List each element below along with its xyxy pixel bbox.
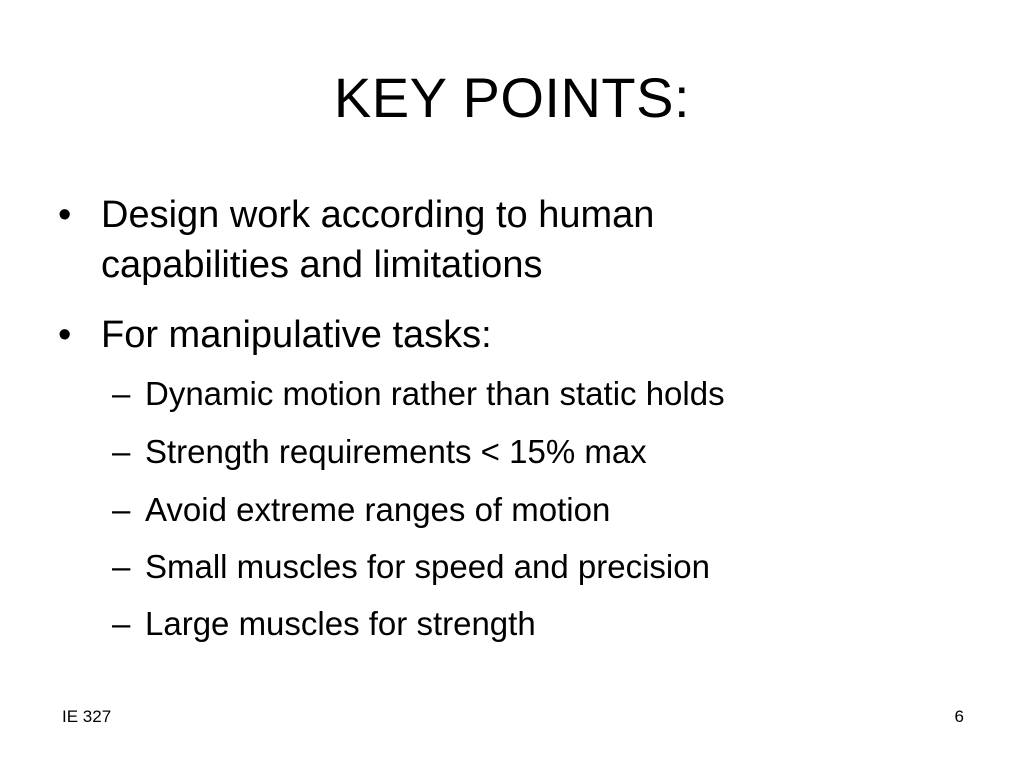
bullet-marker: • [58,194,72,236]
slide-title: KEY POINTS: [333,66,691,129]
footer-course-label: IE 327 [62,707,112,726]
sub-bullet-text: Large muscles for strength [145,605,536,642]
bullet-text: For manipulative tasks: [101,314,492,356]
footer-page-number: 6 [954,707,964,726]
sub-bullet-item-3 [112,488,610,532]
sub-bullet-marker: – [112,491,131,528]
bullet-text: Design work according to human capabilities and limitations [101,194,655,286]
sub-bullet-marker: – [112,548,131,585]
sub-bullet-marker: – [112,433,131,470]
sub-bullet-marker: – [112,375,131,412]
bullet-item-1 [58,190,821,290]
sub-bullet-item-5 [112,602,536,646]
bullet-item-2 [58,310,821,360]
sub-bullet-marker: – [112,605,131,642]
sub-bullet-item-2 [112,430,647,474]
sub-bullet-text: Small muscles for speed and precision [145,548,710,585]
bullet-marker: • [58,314,72,356]
sub-bullet-item-4 [112,545,710,589]
sub-bullet-text: Strength requirements < 15% max [145,433,647,470]
sub-bullet-text: Dynamic motion rather than static holds [145,375,725,412]
sub-bullet-text: Avoid extreme ranges of motion [145,491,611,528]
sub-bullet-item-1 [112,372,725,416]
